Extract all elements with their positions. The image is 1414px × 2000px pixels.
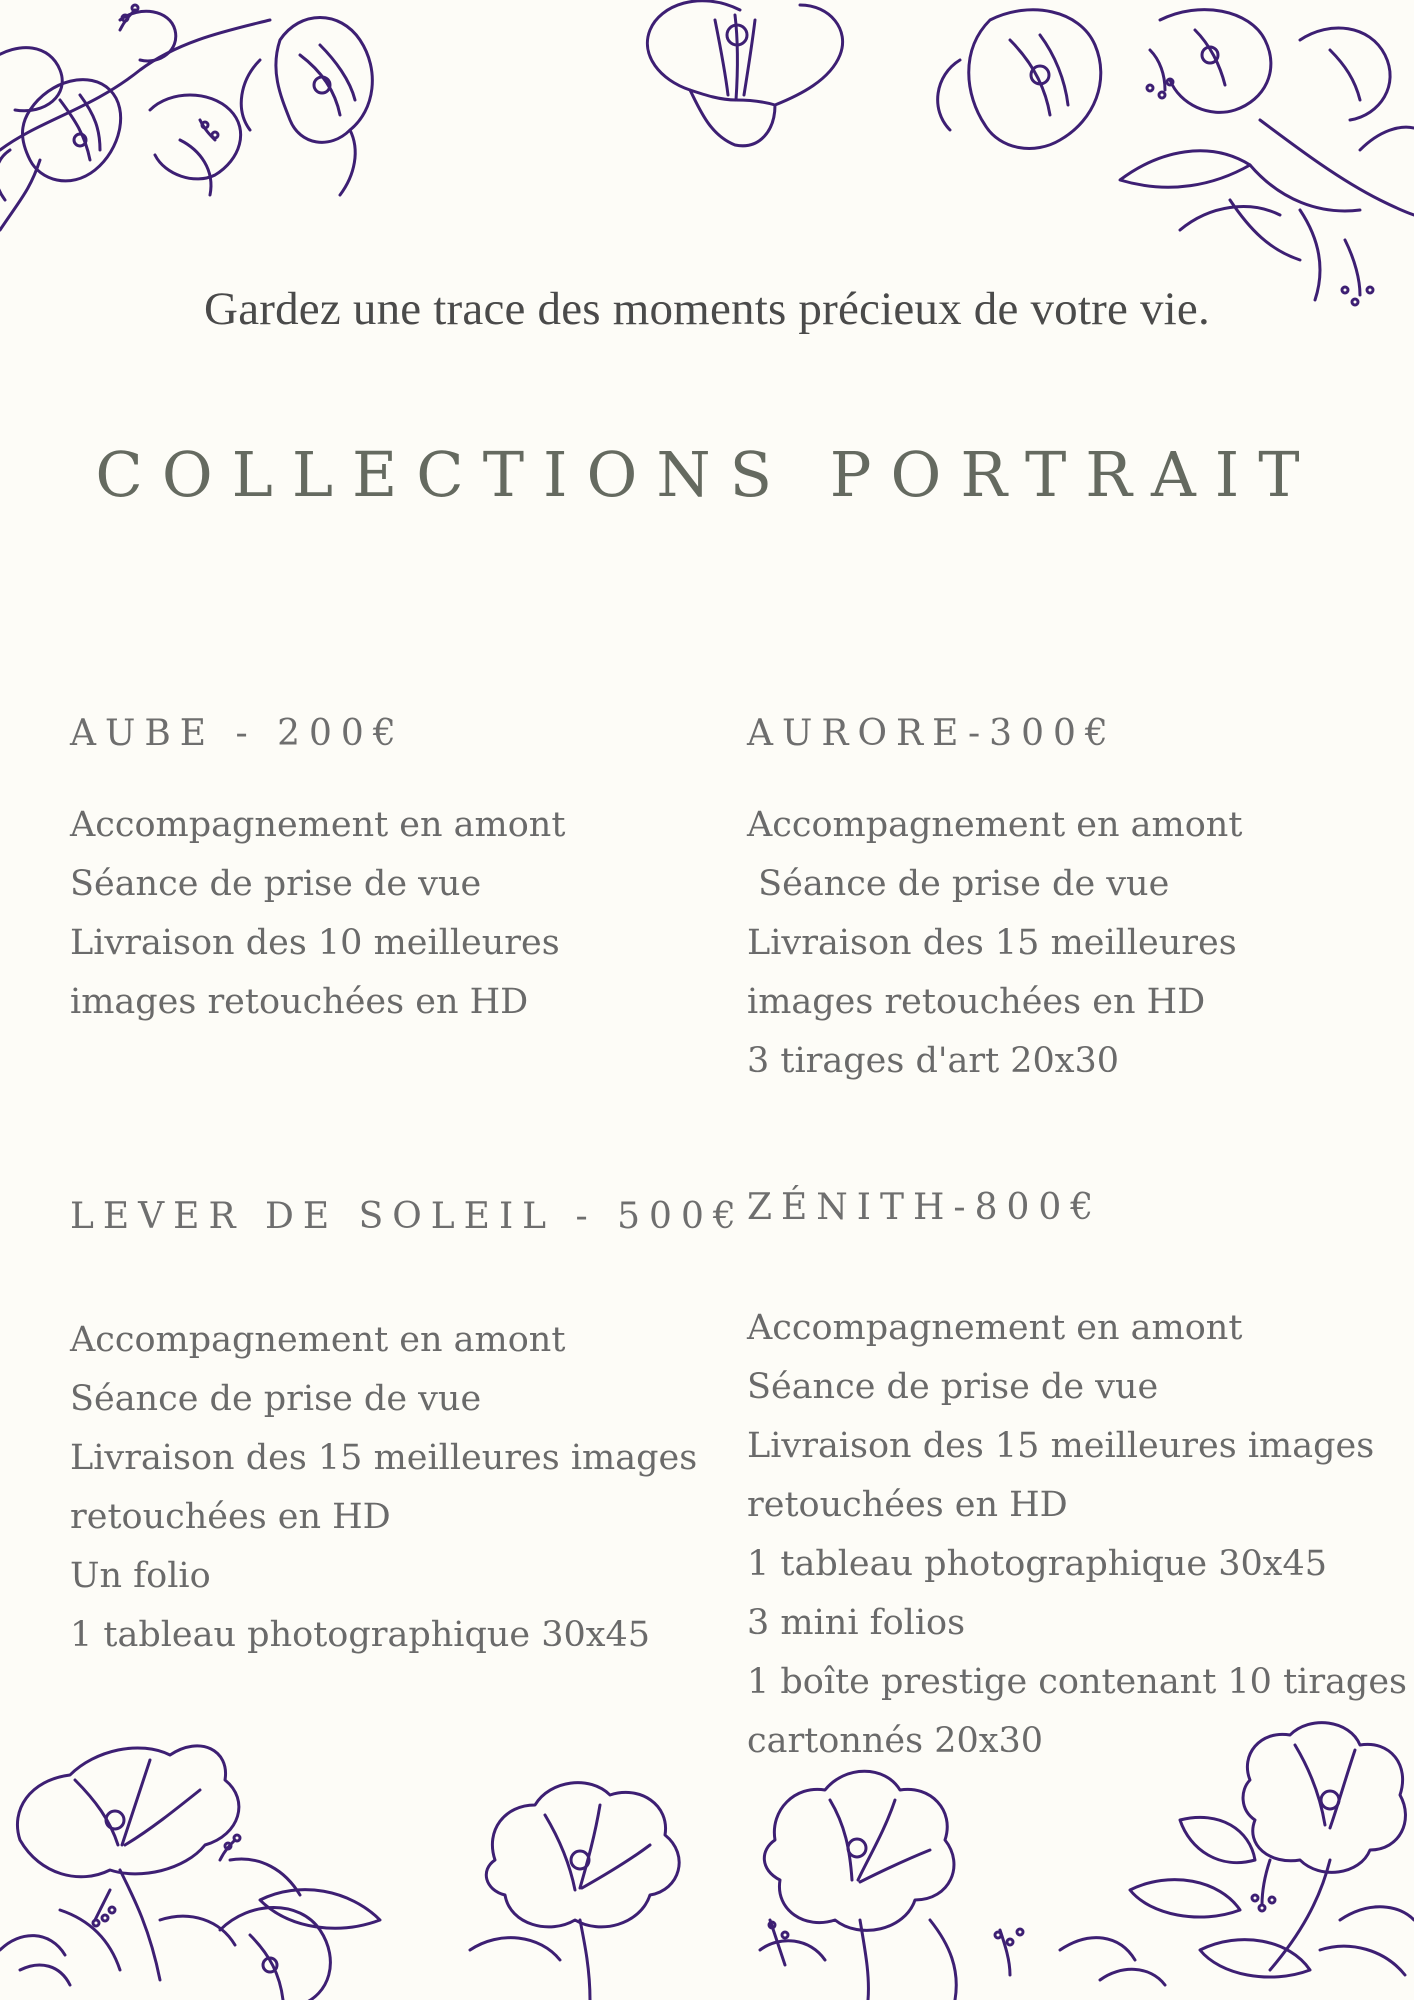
package-title: AUBE - 200€ — [70, 713, 405, 754]
feature-item: 1 boîte prestige contenant 10 tirages — [747, 1662, 1408, 1702]
feature-item: retouchées en HD — [747, 1485, 1068, 1525]
feature-item: Séance de prise de vue — [747, 864, 1170, 904]
sprig-icon — [1252, 1860, 1275, 1911]
flower-icon — [470, 1783, 679, 2000]
feature-item: images retouchées en HD — [747, 982, 1206, 1022]
package-features — [747, 1299, 1408, 1771]
feature-item: Séance de prise de vue — [70, 864, 482, 904]
feature-item: Livraison des 10 meilleures — [70, 923, 560, 963]
sprig-icon — [769, 1920, 1023, 1975]
flower-icon — [17, 1746, 380, 1980]
floral-border-top — [0, 0, 1414, 320]
feature-item: Accompagnement en amont — [747, 805, 1243, 845]
package-title: ZÉNITH-800€ — [747, 1187, 1103, 1228]
feature-item: Accompagnement en amont — [747, 1308, 1243, 1348]
floral-border-bottom — [0, 1720, 1414, 2000]
package-features — [70, 796, 710, 1032]
sprig-icon — [93, 1835, 240, 1926]
package-features — [70, 1311, 710, 1665]
flower-icon — [647, 1, 842, 146]
feature-item: Un folio — [70, 1556, 211, 1596]
feature-item: Séance de prise de vue — [70, 1379, 482, 1419]
feature-item: images retouchées en HD — [70, 982, 529, 1022]
feature-item: Livraison des 15 meilleures images — [70, 1438, 698, 1478]
feature-item: Livraison des 15 meilleures — [747, 923, 1237, 963]
package-title: LEVER DE SOLEIL - 500€ — [70, 1196, 745, 1237]
package-card-lever-de-soleil — [70, 1195, 745, 1665]
flower-icon — [241, 18, 372, 196]
flower-icon — [0, 1908, 330, 2000]
feature-item: retouchées en HD — [70, 1497, 391, 1537]
flower-icon — [0, 11, 270, 230]
package-card-aube — [70, 712, 710, 1032]
feature-item: 1 tableau photographique 30x45 — [70, 1615, 651, 1655]
feature-item: Livraison des 15 meilleures images — [747, 1426, 1375, 1466]
feature-item: 3 tirages d'art 20x30 — [747, 1041, 1120, 1081]
feature-item: Séance de prise de vue — [747, 1367, 1159, 1407]
package-card-aurore — [747, 712, 1387, 1091]
flower-icon — [1060, 1723, 1414, 1985]
feature-item: Accompagnement en amont — [70, 805, 566, 845]
page-title: COLLECTIONS PORTRAIT — [95, 438, 1319, 511]
feature-item: Accompagnement en amont — [70, 1320, 566, 1360]
package-features — [747, 796, 1387, 1091]
package-card-zenith — [747, 1186, 1408, 1771]
flower-icon — [760, 1771, 956, 2000]
package-title: AURORE-300€ — [747, 713, 1117, 754]
feature-item: 1 tableau photographique 30x45 — [747, 1544, 1328, 1584]
feature-item: cartonnés 20x30 — [747, 1721, 1044, 1761]
tagline: Gardez une trace des moments précieux de votre vie. — [204, 283, 1210, 335]
feature-item: 3 mini folios — [747, 1603, 966, 1643]
flower-icon — [938, 10, 1414, 300]
